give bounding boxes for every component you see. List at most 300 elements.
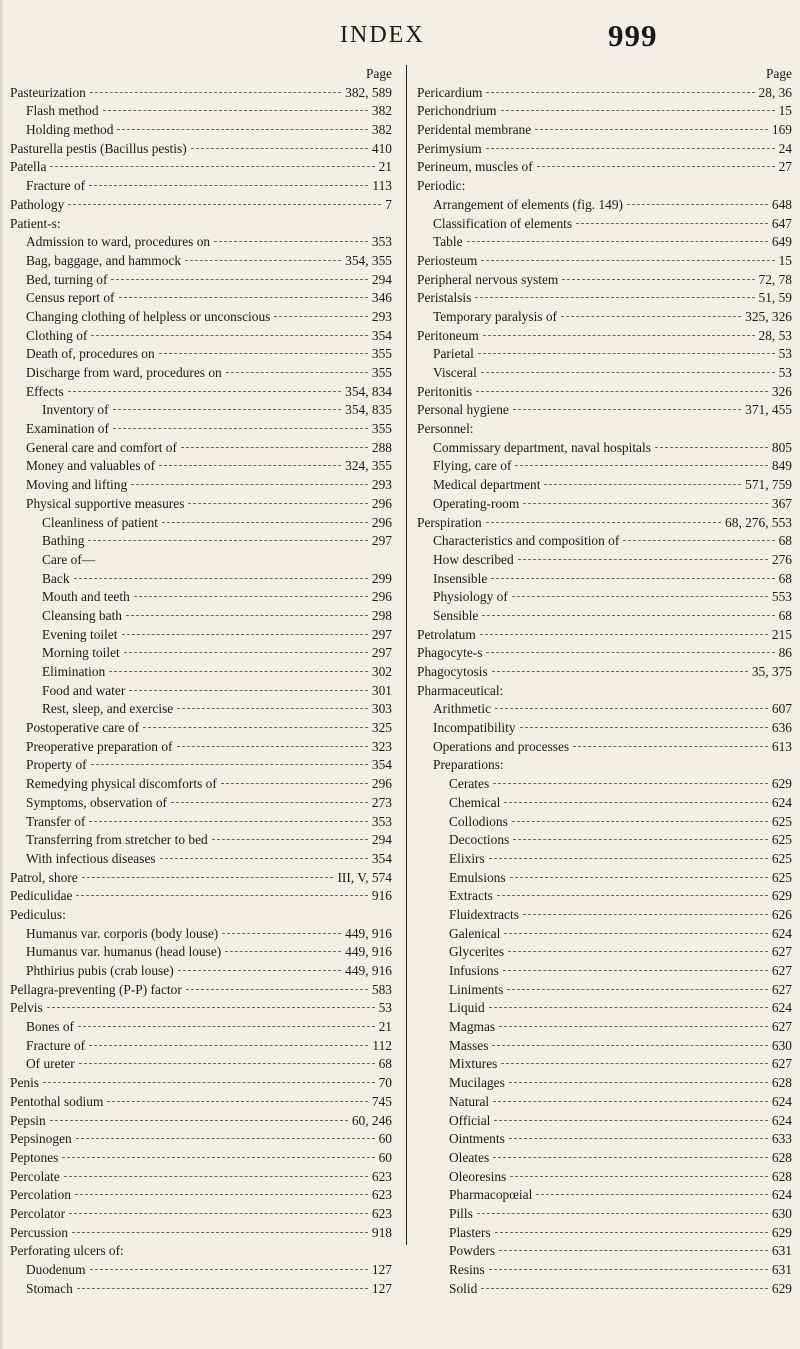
entry-page-ref: 60 bbox=[378, 1131, 392, 1147]
leader-dots bbox=[88, 540, 368, 541]
leader-dots bbox=[62, 1157, 374, 1158]
entry-term: Elimination bbox=[42, 664, 106, 679]
entry-term: Humanus var. humanus (head louse) bbox=[26, 944, 222, 960]
entry-term: Temporary paralysis of bbox=[433, 308, 558, 324]
entry-page-ref: 629 bbox=[771, 776, 792, 792]
entry-term: Sensible bbox=[433, 607, 479, 623]
index-entry bbox=[411, 1037, 798, 1056]
index-entry bbox=[4, 102, 398, 121]
index-entry bbox=[411, 121, 798, 140]
leader-dots bbox=[515, 465, 767, 466]
index-entry bbox=[411, 588, 798, 607]
leader-dots bbox=[186, 989, 368, 990]
leader-dots bbox=[124, 652, 368, 653]
leader-dots bbox=[510, 877, 768, 878]
entry-term: Changing clothing of helpless or unconscious bbox=[26, 308, 271, 324]
entry-page-ref: 624 bbox=[771, 1000, 792, 1016]
entry-page-ref: 628 bbox=[771, 1149, 792, 1165]
right-entry-list bbox=[411, 84, 798, 1299]
leader-dots bbox=[504, 933, 768, 934]
index-entry bbox=[411, 233, 798, 252]
leader-dots bbox=[494, 1120, 768, 1121]
index-entry bbox=[411, 1149, 798, 1168]
entry-term: Remedying physical discomforts of bbox=[26, 776, 217, 792]
index-entry bbox=[411, 1242, 798, 1261]
entry-term: Infusions bbox=[449, 963, 499, 978]
leader-dots bbox=[69, 1213, 368, 1214]
leader-dots bbox=[50, 166, 374, 167]
entry-term: Commissary department, naval hospitals bbox=[433, 439, 651, 455]
entry-term: General care and comfort of bbox=[26, 439, 177, 455]
index-entry bbox=[411, 271, 798, 290]
index-entry bbox=[411, 644, 798, 663]
index-entry bbox=[4, 588, 398, 607]
entry-heading: Personnel: bbox=[417, 421, 474, 437]
entry-page-ref: 301 bbox=[371, 682, 392, 698]
leader-dots bbox=[561, 316, 741, 317]
entry-heading: Pharmaceutical: bbox=[417, 682, 504, 698]
entry-page-ref: 293 bbox=[371, 308, 392, 324]
leader-dots bbox=[512, 596, 768, 597]
entry-term: Mixtures bbox=[449, 1056, 498, 1072]
leader-dots bbox=[518, 559, 768, 560]
leader-dots bbox=[89, 185, 368, 186]
leader-dots bbox=[212, 839, 368, 840]
entry-term: Perineum, muscles of bbox=[417, 159, 533, 175]
index-entry bbox=[4, 1112, 398, 1131]
entry-page-ref: III, V, 574 bbox=[337, 869, 392, 885]
index-entry bbox=[411, 476, 798, 495]
index-entry bbox=[4, 1242, 398, 1261]
entry-term: Evening toilet bbox=[42, 626, 118, 642]
entry-term: Holding method bbox=[26, 122, 114, 138]
entry-page-ref: 53 bbox=[778, 346, 792, 362]
entry-term: Back bbox=[42, 570, 70, 586]
leader-dots bbox=[90, 92, 341, 93]
entry-term: Penis bbox=[10, 1075, 40, 1091]
entry-term: Property of bbox=[26, 757, 87, 773]
index-entry bbox=[4, 252, 398, 271]
entry-page-ref: 382 bbox=[371, 103, 392, 119]
entry-page-ref: 51, 59 bbox=[758, 290, 792, 306]
entry-page-ref: 630 bbox=[771, 1205, 792, 1221]
entry-page-ref: 449, 916 bbox=[345, 963, 392, 978]
leader-dots bbox=[222, 933, 341, 934]
entry-term: Cleanliness of patient bbox=[42, 514, 159, 530]
index-entry bbox=[411, 177, 798, 196]
index-entry bbox=[4, 439, 398, 458]
index-entry bbox=[411, 532, 798, 551]
entry-term: Glycerites bbox=[449, 944, 505, 960]
entry-page-ref: 324, 355 bbox=[345, 458, 392, 474]
entry-page-ref: 626 bbox=[771, 906, 792, 922]
entry-page-ref: 325 bbox=[371, 720, 392, 736]
leader-dots bbox=[90, 1269, 368, 1270]
leader-dots bbox=[495, 708, 768, 709]
index-entry bbox=[411, 1280, 798, 1299]
index-entry bbox=[411, 626, 798, 645]
index-entry bbox=[4, 1186, 398, 1205]
entry-page-ref: 354, 835 bbox=[345, 402, 392, 418]
index-entry bbox=[4, 663, 398, 682]
entry-page-ref: 296 bbox=[371, 776, 392, 792]
index-entry bbox=[411, 383, 798, 402]
entry-heading: Periodic: bbox=[417, 178, 466, 194]
index-entry bbox=[4, 514, 398, 533]
entry-term: Incompatibility bbox=[433, 720, 516, 736]
entry-page-ref: 449, 916 bbox=[345, 944, 392, 960]
page-number: 999 bbox=[608, 18, 658, 53]
entry-page-ref: 294 bbox=[371, 832, 392, 848]
running-head bbox=[0, 18, 800, 58]
entry-page-ref: 60 bbox=[378, 1149, 392, 1165]
entry-page-ref: 649 bbox=[771, 234, 792, 250]
leader-dots bbox=[512, 821, 768, 822]
index-entry bbox=[411, 719, 798, 738]
leader-dots bbox=[475, 297, 754, 298]
entry-page-ref: 382, 589 bbox=[345, 84, 392, 100]
leader-dots bbox=[497, 895, 768, 896]
index-entry bbox=[411, 551, 798, 570]
entry-page-ref: 27 bbox=[778, 159, 792, 175]
index-entry bbox=[4, 158, 398, 177]
index-entry bbox=[411, 663, 798, 682]
leader-dots bbox=[536, 1194, 768, 1195]
index-entry bbox=[4, 532, 398, 551]
entry-page-ref: 68 bbox=[378, 1056, 392, 1072]
leader-dots bbox=[191, 148, 368, 149]
entry-term: Perimysium bbox=[417, 140, 482, 156]
index-entry bbox=[4, 794, 398, 813]
leader-dots bbox=[489, 1269, 768, 1270]
entry-term: Stomach bbox=[26, 1280, 73, 1296]
entry-term: Solid bbox=[449, 1280, 478, 1296]
leader-dots bbox=[225, 951, 341, 952]
entry-term: Insensible bbox=[433, 570, 488, 586]
leader-dots bbox=[72, 1232, 368, 1233]
leader-dots bbox=[89, 821, 368, 822]
entry-term: Medical department bbox=[433, 477, 541, 493]
entry-term: Classification of elements bbox=[433, 215, 573, 231]
entry-term: Percussion bbox=[10, 1224, 69, 1240]
leader-dots bbox=[131, 484, 368, 485]
index-entry bbox=[411, 345, 798, 364]
entry-page-ref: 299 bbox=[371, 570, 392, 586]
entry-page-ref: 346 bbox=[371, 290, 392, 306]
entry-page-ref: 296 bbox=[371, 514, 392, 530]
leader-dots bbox=[78, 1026, 375, 1027]
leader-dots bbox=[508, 951, 768, 952]
index-entry bbox=[4, 327, 398, 346]
leader-dots bbox=[486, 92, 754, 93]
leader-dots bbox=[476, 391, 768, 392]
entry-page-ref: 169 bbox=[771, 122, 792, 138]
index-entry bbox=[411, 887, 798, 906]
entry-page-ref: 127 bbox=[371, 1280, 392, 1296]
entry-page-ref: 325, 326 bbox=[745, 308, 792, 324]
leader-dots bbox=[107, 1101, 368, 1102]
entry-term: Decoctions bbox=[449, 832, 510, 848]
index-entry bbox=[411, 102, 798, 121]
entry-page-ref: 367 bbox=[771, 495, 792, 511]
entry-page-ref: 326 bbox=[771, 383, 792, 399]
index-entry bbox=[411, 999, 798, 1018]
index-entry bbox=[411, 420, 798, 439]
entry-page-ref: 630 bbox=[771, 1037, 792, 1053]
entry-term: Natural bbox=[449, 1093, 490, 1109]
index-entry bbox=[411, 925, 798, 944]
leader-dots bbox=[226, 372, 368, 373]
leader-dots bbox=[510, 1176, 768, 1177]
index-entry bbox=[4, 1224, 398, 1243]
entry-page-ref: 53 bbox=[778, 365, 792, 380]
index-entry bbox=[411, 140, 798, 159]
entry-term: Powders bbox=[449, 1243, 496, 1259]
index-entry bbox=[411, 1093, 798, 1112]
leader-dots bbox=[513, 409, 741, 410]
entry-page-ref: 371, 455 bbox=[745, 402, 792, 418]
leader-dots bbox=[74, 578, 368, 579]
index-entry bbox=[4, 121, 398, 140]
entry-page-ref: 53 bbox=[378, 1000, 392, 1016]
leader-dots bbox=[171, 802, 368, 803]
index-entry bbox=[411, 457, 798, 476]
leader-dots bbox=[513, 839, 768, 840]
index-entry bbox=[4, 1130, 398, 1149]
leader-dots bbox=[486, 148, 775, 149]
index-entry bbox=[411, 831, 798, 850]
entry-page-ref: 24 bbox=[778, 140, 792, 156]
leader-dots bbox=[523, 914, 768, 915]
index-entry bbox=[4, 401, 398, 420]
entry-term: Phagocytosis bbox=[417, 664, 488, 679]
entry-term: Magmas bbox=[449, 1019, 496, 1035]
index-entry bbox=[411, 1186, 798, 1205]
index-entry bbox=[4, 906, 398, 925]
entry-page-ref: 623 bbox=[371, 1168, 392, 1184]
entry-term: Perichondrium bbox=[417, 103, 497, 119]
leader-dots bbox=[185, 260, 341, 261]
entry-page-ref: 276 bbox=[771, 551, 792, 567]
entry-page-ref: 303 bbox=[371, 701, 392, 717]
entry-term: With infectious diseases bbox=[26, 850, 156, 866]
index-entry bbox=[4, 1261, 398, 1280]
index-entry bbox=[411, 84, 798, 103]
entry-term: How described bbox=[433, 551, 514, 567]
index-entry bbox=[4, 1205, 398, 1224]
index-entry bbox=[411, 943, 798, 962]
entry-page-ref: 625 bbox=[771, 850, 792, 866]
leader-dots bbox=[493, 1157, 768, 1158]
entry-page-ref: 354, 355 bbox=[345, 252, 392, 268]
leader-dots bbox=[119, 297, 368, 298]
entry-page-ref: 636 bbox=[771, 720, 792, 736]
leader-dots bbox=[177, 746, 368, 747]
leader-dots bbox=[504, 802, 768, 803]
entry-page-ref: 624 bbox=[771, 925, 792, 941]
leader-dots bbox=[499, 1250, 768, 1251]
leader-dots bbox=[82, 877, 334, 878]
index-entry bbox=[411, 1130, 798, 1149]
entry-page-ref: 613 bbox=[771, 738, 792, 754]
leader-dots bbox=[89, 1045, 368, 1046]
entry-term: Chemical bbox=[449, 794, 501, 810]
index-entry bbox=[411, 439, 798, 458]
entry-page-ref: 629 bbox=[771, 888, 792, 904]
leader-dots bbox=[477, 1213, 768, 1214]
index-entry bbox=[4, 495, 398, 514]
entry-page-ref: 354 bbox=[371, 850, 392, 866]
entry-term: Duodenum bbox=[26, 1262, 86, 1277]
index-entry bbox=[411, 700, 798, 719]
entry-term: Phthirius pubis (crab louse) bbox=[26, 963, 174, 978]
index-entry bbox=[4, 289, 398, 308]
index-entry bbox=[411, 682, 798, 701]
leader-dots bbox=[143, 727, 368, 728]
entry-term: Characteristics and composition of bbox=[433, 533, 620, 549]
entry-term: Transferring from stretcher to bed bbox=[26, 832, 208, 848]
leader-dots bbox=[43, 1082, 375, 1083]
leader-dots bbox=[573, 746, 768, 747]
leader-dots bbox=[493, 783, 768, 784]
entry-page-ref: 633 bbox=[771, 1131, 792, 1147]
leader-dots bbox=[481, 1288, 768, 1289]
leader-dots bbox=[576, 223, 768, 224]
leader-dots bbox=[109, 671, 368, 672]
index-entry bbox=[4, 644, 398, 663]
entry-term: Fluidextracts bbox=[449, 906, 519, 922]
entry-page-ref: 624 bbox=[771, 1112, 792, 1128]
entry-term: Pasteurization bbox=[10, 84, 86, 100]
entry-page-ref: 86 bbox=[778, 645, 792, 661]
entry-page-ref: 410 bbox=[371, 140, 392, 156]
index-entry bbox=[4, 1055, 398, 1074]
entry-page-ref: 354, 834 bbox=[345, 383, 392, 399]
leader-dots bbox=[91, 335, 368, 336]
index-entry bbox=[411, 794, 798, 813]
entry-term: Petrolatum bbox=[417, 626, 476, 642]
index-entry bbox=[4, 999, 398, 1018]
entry-page-ref: 215 bbox=[771, 626, 792, 642]
leader-dots bbox=[489, 1007, 768, 1008]
entry-page-ref: 70 bbox=[378, 1075, 392, 1091]
entry-page-ref: 15 bbox=[778, 103, 792, 119]
entry-term: Pepsin bbox=[10, 1112, 46, 1128]
leader-dots bbox=[509, 1082, 768, 1083]
leader-dots bbox=[113, 409, 342, 410]
entry-page-ref: 627 bbox=[771, 1019, 792, 1035]
entry-page-ref: 7 bbox=[385, 196, 392, 212]
right-column bbox=[406, 65, 798, 1296]
leader-dots bbox=[77, 1288, 368, 1289]
entry-page-ref: 629 bbox=[771, 1280, 792, 1296]
entry-term: Bones of bbox=[26, 1019, 74, 1035]
entry-page-ref: 623 bbox=[371, 1187, 392, 1203]
index-entry bbox=[411, 1112, 798, 1131]
leader-dots bbox=[177, 708, 368, 709]
entry-term: Examination of bbox=[26, 421, 109, 437]
leader-dots bbox=[126, 615, 368, 616]
entry-term: Visceral bbox=[433, 365, 477, 380]
leader-dots bbox=[129, 690, 368, 691]
index-entry bbox=[411, 1168, 798, 1187]
leader-dots bbox=[117, 129, 368, 130]
entry-page-ref: 553 bbox=[771, 589, 792, 605]
index-entry bbox=[411, 813, 798, 832]
index-entry bbox=[411, 215, 798, 234]
index-entry bbox=[4, 700, 398, 719]
entry-term: Peptones bbox=[10, 1149, 59, 1165]
index-entry bbox=[411, 1205, 798, 1224]
index-entry bbox=[4, 943, 398, 962]
index-entry bbox=[411, 570, 798, 589]
index-entry bbox=[411, 364, 798, 383]
leader-dots bbox=[483, 335, 755, 336]
leader-dots bbox=[103, 110, 368, 111]
entry-page-ref: 35, 375 bbox=[751, 664, 792, 679]
leader-dots bbox=[188, 503, 367, 504]
leader-dots bbox=[486, 652, 774, 653]
entry-term: Mouth and teeth bbox=[42, 589, 130, 605]
index-entry bbox=[4, 607, 398, 626]
entry-page-ref: 21 bbox=[378, 1019, 392, 1035]
entry-term: Table bbox=[433, 234, 463, 250]
index-entry bbox=[4, 887, 398, 906]
entry-page-ref: 624 bbox=[771, 1093, 792, 1109]
index-entry bbox=[411, 906, 798, 925]
index-entry bbox=[4, 1093, 398, 1112]
leader-dots bbox=[221, 783, 368, 784]
leader-dots bbox=[47, 1007, 375, 1008]
leader-dots bbox=[178, 970, 341, 971]
entry-page-ref: 296 bbox=[371, 495, 392, 511]
entry-page-ref: 629 bbox=[771, 1224, 792, 1240]
index-entry bbox=[4, 1037, 398, 1056]
entry-page-ref: 624 bbox=[771, 794, 792, 810]
index-entry bbox=[4, 775, 398, 794]
index-entry bbox=[411, 1055, 798, 1074]
entry-term: Liquid bbox=[449, 1000, 485, 1016]
entry-term: Morning toilet bbox=[42, 645, 120, 661]
leader-dots bbox=[68, 204, 381, 205]
entry-page-ref: 355 bbox=[371, 346, 392, 362]
entry-heading: Patient-s: bbox=[10, 215, 61, 231]
index-entry bbox=[4, 364, 398, 383]
entry-heading: Pediculus: bbox=[10, 906, 66, 922]
entry-page-ref: 21 bbox=[378, 159, 392, 175]
entry-page-ref: 60, 246 bbox=[351, 1112, 392, 1128]
entry-term: Peripheral nervous system bbox=[417, 271, 559, 287]
leader-dots bbox=[481, 260, 774, 261]
index-entry bbox=[411, 756, 798, 775]
entry-page-ref: 296 bbox=[371, 589, 392, 605]
index-entry bbox=[411, 196, 798, 215]
entry-term: Rest, sleep, and exercise bbox=[42, 701, 174, 717]
index-entry bbox=[4, 813, 398, 832]
index-entry bbox=[411, 495, 798, 514]
index-entry bbox=[4, 271, 398, 290]
entry-page-ref: 382 bbox=[371, 122, 392, 138]
entry-page-ref: 28, 53 bbox=[758, 327, 792, 343]
entry-term: Extracts bbox=[449, 888, 493, 904]
leader-dots bbox=[76, 895, 367, 896]
index-entry bbox=[411, 1261, 798, 1280]
entry-page-ref: 68 bbox=[778, 570, 792, 586]
entry-term: Operations and processes bbox=[433, 738, 570, 754]
entry-term: Peritonitis bbox=[417, 383, 473, 399]
leader-dots bbox=[162, 522, 368, 523]
entry-page-ref: 297 bbox=[371, 533, 392, 549]
